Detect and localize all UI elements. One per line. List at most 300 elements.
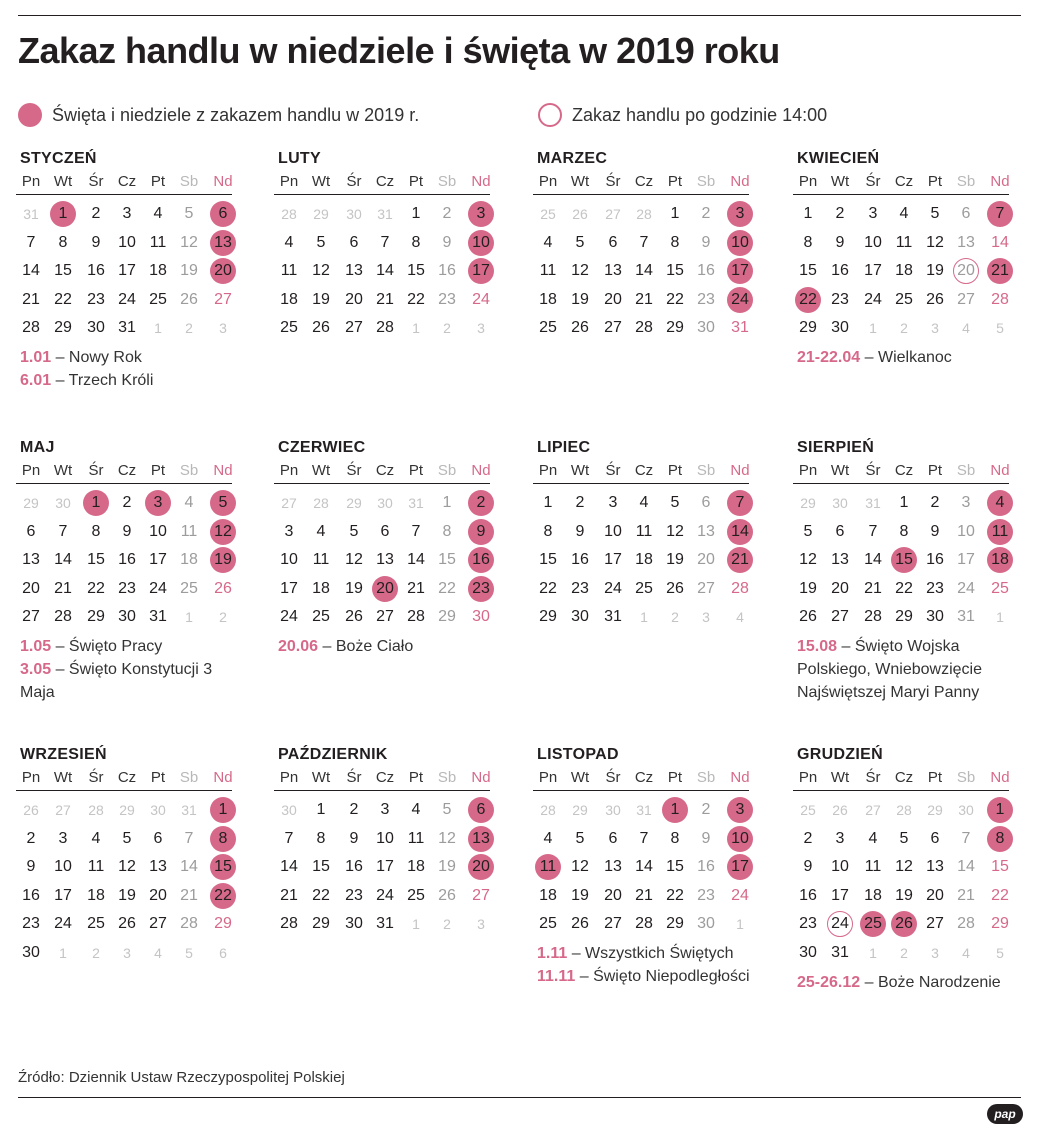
adjacent-day-cell: 5	[185, 944, 193, 961]
weekday-label: Pn	[279, 769, 299, 786]
day-cell: 20	[22, 579, 40, 597]
holiday-note	[797, 635, 1012, 704]
holiday-note	[797, 346, 1012, 369]
day-cell: 21	[864, 579, 882, 597]
adjacent-day-cell: 26	[832, 802, 848, 818]
weekday-label: Wt	[311, 462, 331, 479]
weekday-label: Pt	[927, 173, 943, 190]
day-cell: 18	[180, 551, 198, 568]
day-cell: 19	[571, 290, 589, 308]
day-cell: 16	[345, 858, 363, 875]
weekday-label: Pn	[538, 173, 558, 190]
holiday-note	[278, 635, 493, 658]
day-cell: 5	[442, 801, 452, 818]
day-cell: 21	[54, 579, 72, 597]
day-cell: 25	[539, 915, 557, 932]
holiday-name: – Wszystkich Świętych	[567, 945, 734, 962]
day-cell: 8	[543, 522, 553, 540]
weekday-label: Śr	[865, 462, 881, 479]
day-cell: 8	[803, 233, 813, 251]
day-cell: 16	[799, 886, 817, 904]
day-cell: 2	[803, 829, 813, 847]
weekday-label: Nd	[730, 769, 750, 786]
adjacent-day-cell: 2	[900, 944, 908, 961]
day-cell: 26	[891, 911, 917, 937]
day-cell: 26	[926, 290, 944, 308]
adjacent-day-cell: 28	[88, 802, 104, 818]
day-cell: 26	[571, 319, 589, 336]
day-cell: 7	[411, 522, 421, 540]
weekday-label: Śr	[865, 173, 881, 190]
day-cell: 20	[953, 258, 979, 284]
day-cell: 6	[468, 797, 494, 823]
day-cell: 28	[407, 608, 425, 625]
adjacent-day-cell: 29	[927, 802, 943, 818]
weekday-label: Pt	[150, 173, 166, 190]
weekday-label: Pt	[927, 769, 943, 786]
weekday-label: Pt	[927, 462, 943, 479]
day-cell: 4	[91, 829, 101, 847]
adjacent-day-cell: 1	[59, 944, 67, 961]
day-cell: 5	[122, 829, 132, 847]
weekday-label: Wt	[830, 173, 850, 190]
weekday-header	[793, 459, 1009, 484]
holiday-date: 6.01	[20, 372, 52, 389]
day-cell: 29	[666, 319, 684, 336]
day-cell: 7	[868, 522, 878, 540]
holiday-note	[20, 658, 235, 704]
day-cell: 9	[835, 233, 845, 251]
adjacent-day-cell: 3	[702, 609, 710, 625]
weekday-label: Sb	[179, 769, 199, 786]
holiday-name: – Trzech Króli	[51, 372, 154, 389]
weekday-header	[274, 766, 490, 791]
weekday-label: Pn	[21, 769, 41, 786]
adjacent-day-cell: 4	[962, 320, 970, 336]
day-cell: 18	[864, 886, 882, 904]
holiday-note	[20, 346, 235, 369]
day-cell: 6	[349, 233, 359, 251]
day-cell: 29	[539, 608, 557, 625]
day-cell: 23	[87, 290, 105, 308]
day-cell: 3	[58, 829, 68, 847]
weekday-label: Pn	[279, 462, 299, 479]
weekday-label: Wt	[53, 173, 73, 190]
day-cell: 16	[438, 262, 456, 279]
day-cell: 25	[312, 608, 330, 625]
day-cell: 8	[316, 829, 326, 847]
day-cell: 23	[118, 579, 136, 597]
day-cell: 27	[604, 319, 622, 336]
day-cell: 9	[468, 519, 494, 545]
ring-circle-icon	[538, 103, 562, 127]
day-cell: 26	[118, 915, 136, 932]
adjacent-day-cell: 29	[800, 495, 816, 511]
day-cell: 11	[149, 233, 167, 251]
day-cell: 5	[316, 233, 326, 251]
holiday-name: – Wielkanoc	[860, 349, 952, 366]
day-cell: 15	[666, 262, 684, 279]
day-cell: 21	[22, 290, 40, 308]
day-cell: 15	[312, 858, 330, 875]
day-cell: 3	[122, 205, 132, 222]
day-cell: 4	[543, 233, 553, 251]
weekday-label: Pn	[798, 462, 818, 479]
day-cell: 15	[87, 551, 105, 568]
day-cell: 30	[22, 943, 40, 961]
weekday-label: Śr	[605, 769, 621, 786]
day-cell: 1	[662, 797, 688, 823]
month-name: MARZEC	[537, 150, 608, 167]
weekday-label: Pt	[150, 462, 166, 479]
day-cell: 30	[472, 608, 490, 625]
day-cell: 12	[799, 551, 817, 568]
source-note: Źródło: Dziennik Ustaw Rzeczypospolitej Polskiej	[18, 1069, 345, 1086]
month-name: CZERWIEC	[278, 439, 366, 456]
day-cell: 25	[149, 290, 167, 308]
day-cell: 23	[831, 290, 849, 308]
day-cell: 12	[312, 262, 330, 279]
day-cell: 19	[895, 886, 913, 904]
day-cell: 15	[891, 547, 917, 573]
day-cell: 24	[149, 579, 167, 597]
holiday-date: 21-22.04	[797, 349, 861, 366]
holiday-notes	[20, 346, 235, 392]
weekday-label: Śr	[605, 462, 621, 479]
day-cell: 12	[895, 858, 913, 875]
adjacent-day-cell: 31	[181, 802, 197, 818]
day-cell: 3	[145, 490, 171, 516]
day-cell: 7	[961, 829, 971, 847]
weekday-label: Wt	[53, 769, 73, 786]
adjacent-day-cell: 1	[996, 609, 1004, 625]
day-cell: 11	[635, 522, 653, 540]
holiday-name: – Boże Narodzenie	[860, 973, 1001, 991]
weekday-label: Wt	[311, 173, 331, 190]
day-cell: 14	[376, 262, 394, 279]
day-cell: 28	[54, 608, 72, 625]
day-cell: 27	[831, 608, 849, 625]
pap-logo: pap	[987, 1104, 1023, 1124]
day-cell: 24	[54, 915, 72, 932]
day-cell: 31	[731, 319, 749, 336]
day-cell: 26	[666, 579, 684, 597]
day-cell: 25	[407, 886, 425, 904]
day-cell: 19	[571, 886, 589, 904]
day-cell: 19	[799, 579, 817, 597]
day-cell: 10	[831, 858, 849, 875]
day-cell: 6	[930, 829, 940, 847]
weekday-label: Śr	[88, 462, 104, 479]
day-cell: 28	[991, 290, 1009, 308]
adjacent-day-cell: 29	[23, 495, 39, 511]
day-cell: 4	[184, 494, 194, 511]
weekday-label: Nd	[990, 769, 1010, 786]
day-cell: 17	[280, 579, 298, 597]
day-cell: 2	[91, 205, 101, 222]
weekday-label: Sb	[179, 173, 199, 190]
day-cell: 5	[575, 829, 585, 847]
day-cell: 30	[571, 608, 589, 625]
day-cell: 15	[799, 262, 817, 279]
day-cell: 4	[316, 522, 326, 540]
day-cell: 2	[701, 205, 711, 222]
weekday-header	[16, 766, 232, 791]
holiday-name: – Święto Wojska Polskiego, Wniebowzięcie Najświętszej Maryi Panny	[797, 638, 982, 701]
day-cell: 22	[666, 290, 684, 308]
day-cell: 9	[803, 858, 813, 875]
month-name: KWIECIEŃ	[797, 150, 880, 167]
day-cell: 22	[666, 886, 684, 904]
day-cell: 31	[604, 608, 622, 625]
day-cell: 29	[438, 608, 456, 625]
day-cell: 24	[472, 290, 490, 308]
day-cell: 23	[345, 886, 363, 904]
day-cell: 4	[543, 829, 553, 847]
adjacent-day-cell: 3	[123, 944, 131, 961]
weekday-label: Sb	[956, 769, 976, 786]
weekday-label: Nd	[990, 173, 1010, 190]
day-cell: 26	[312, 319, 330, 336]
day-cell: 15	[438, 551, 456, 568]
day-cell: 1	[543, 494, 553, 511]
day-cell: 4	[153, 205, 163, 222]
adjacent-day-cell: 29	[313, 206, 329, 222]
adjacent-day-cell: 30	[55, 495, 71, 511]
day-cell: 28	[864, 608, 882, 625]
day-cell: 7	[639, 829, 649, 847]
day-cell: 27	[926, 915, 944, 932]
day-cell: 14	[407, 551, 425, 568]
day-cell: 6	[608, 233, 618, 251]
day-cell: 25	[991, 579, 1009, 597]
adjacent-day-cell: 1	[640, 609, 648, 625]
weekday-header	[16, 459, 232, 484]
weekday-label: Cz	[375, 769, 395, 786]
weekday-label: Cz	[375, 462, 395, 479]
weekday-label: Pn	[798, 173, 818, 190]
day-cell: 20	[604, 290, 622, 308]
holiday-date: 15.08	[797, 638, 838, 655]
day-cell: 13	[345, 262, 363, 279]
day-cell: 22	[795, 287, 821, 313]
legend-partial-ban	[538, 102, 827, 128]
day-cell: 25	[635, 579, 653, 597]
day-cell: 9	[930, 522, 940, 540]
weekday-label: Sb	[956, 462, 976, 479]
adjacent-day-cell: 1	[412, 320, 420, 336]
adjacent-day-cell: 3	[219, 320, 227, 336]
weekday-label: Śr	[865, 769, 881, 786]
adjacent-day-cell: 2	[219, 609, 227, 625]
day-cell: 12	[345, 551, 363, 568]
adjacent-day-cell: 6	[219, 944, 227, 961]
day-cell: 22	[539, 579, 557, 597]
day-cell: 29	[991, 915, 1009, 932]
day-cell: 30	[697, 319, 715, 336]
day-cell: 17	[376, 858, 394, 875]
adjacent-day-cell: 1	[736, 916, 744, 932]
day-cell: 20	[149, 886, 167, 904]
month-name: MAJ	[20, 439, 55, 456]
weekday-label: Śr	[346, 462, 362, 479]
day-cell: 10	[864, 233, 882, 251]
adjacent-day-cell: 29	[119, 802, 135, 818]
adjacent-day-cell: 25	[800, 802, 816, 818]
weekday-header	[793, 766, 1009, 791]
day-cell: 20	[831, 579, 849, 597]
holiday-note	[20, 635, 235, 658]
day-cell: 17	[864, 262, 882, 279]
weekday-label: Pt	[408, 173, 424, 190]
day-cell: 13	[210, 230, 236, 256]
day-cell: 9	[442, 233, 452, 251]
day-cell: 19	[438, 858, 456, 875]
day-cell: 27	[376, 608, 394, 625]
day-cell: 16	[118, 551, 136, 568]
day-cell: 22	[210, 883, 236, 909]
day-cell: 21	[987, 258, 1013, 284]
day-cell: 11	[539, 262, 557, 279]
day-cell: 3	[961, 494, 971, 511]
day-cell: 10	[604, 522, 622, 540]
day-cell: 10	[280, 551, 298, 568]
month-name: SIERPIEŃ	[797, 439, 875, 456]
day-cell: 7	[58, 522, 68, 540]
day-cell: 18	[280, 290, 298, 308]
day-cell: 6	[835, 522, 845, 540]
day-cell: 7	[184, 829, 194, 847]
day-cell: 9	[26, 858, 36, 875]
day-cell: 16	[22, 886, 40, 904]
day-cell: 24	[727, 287, 753, 313]
day-cell: 16	[697, 858, 715, 875]
page-title: Zakaz handlu w niedziele i święta w 2019 roku	[18, 30, 780, 71]
adjacent-day-cell: 1	[869, 944, 877, 961]
day-cell: 16	[697, 262, 715, 279]
month-name: LUTY	[278, 150, 321, 167]
day-cell: 31	[957, 608, 975, 625]
day-cell: 17	[831, 886, 849, 904]
day-cell: 8	[899, 522, 909, 540]
weekday-header	[533, 459, 749, 484]
day-cell: 15	[54, 262, 72, 279]
adjacent-day-cell: 5	[996, 320, 1004, 336]
weekday-label: Pt	[408, 769, 424, 786]
day-cell: 12	[438, 829, 456, 847]
weekday-label: Pn	[21, 462, 41, 479]
adjacent-day-cell: 29	[572, 802, 588, 818]
weekday-label: Cz	[375, 173, 395, 190]
day-cell: 16	[926, 551, 944, 568]
day-cell: 23	[697, 290, 715, 308]
weekday-label: Sb	[437, 173, 457, 190]
day-cell: 10	[727, 826, 753, 852]
month-name: PAŹDZIERNIK	[278, 746, 388, 763]
day-cell: 30	[831, 319, 849, 336]
day-cell: 13	[831, 551, 849, 568]
day-cell: 13	[697, 522, 715, 540]
day-cell: 13	[376, 551, 394, 568]
day-cell: 27	[604, 915, 622, 932]
day-cell: 17	[727, 854, 753, 880]
weekday-label: Nd	[471, 769, 491, 786]
day-cell: 26	[571, 915, 589, 932]
day-cell: 14	[727, 519, 753, 545]
weekday-label: Nd	[213, 173, 233, 190]
day-cell: 18	[987, 547, 1013, 573]
weekday-label: Nd	[471, 462, 491, 479]
day-cell: 16	[571, 551, 589, 568]
adjacent-day-cell: 28	[896, 802, 912, 818]
weekday-label: Śr	[346, 769, 362, 786]
day-cell: 5	[210, 490, 236, 516]
holiday-name: – Święto Konstytucji 3 Maja	[20, 661, 213, 701]
adjacent-day-cell: 30	[832, 495, 848, 511]
day-cell: 3	[835, 829, 845, 847]
day-cell: 5	[803, 522, 813, 540]
adjacent-day-cell: 2	[443, 320, 451, 336]
day-cell: 5	[930, 205, 940, 222]
day-cell: 11	[987, 519, 1013, 545]
holiday-name: – Nowy Rok	[51, 349, 142, 366]
day-cell: 2	[701, 801, 711, 818]
weekday-label: Sb	[696, 462, 716, 479]
weekday-label: Sb	[437, 769, 457, 786]
day-cell: 12	[210, 519, 236, 545]
weekday-label: Sb	[179, 462, 199, 479]
day-cell: 19	[210, 547, 236, 573]
day-cell: 13	[604, 262, 622, 279]
weekday-label: Pt	[667, 462, 683, 479]
weekday-label: Wt	[830, 462, 850, 479]
day-cell: 20	[210, 258, 236, 284]
day-cell: 15	[539, 551, 557, 568]
adjacent-day-cell: 30	[377, 495, 393, 511]
weekday-label: Cz	[634, 769, 654, 786]
day-cell: 1	[442, 494, 452, 511]
day-cell: 2	[575, 494, 585, 511]
day-cell: 14	[22, 262, 40, 279]
day-cell: 29	[312, 915, 330, 932]
legend-full-ban	[18, 102, 419, 128]
day-cell: 6	[380, 522, 390, 540]
day-cell: 23	[468, 576, 494, 602]
day-cell: 23	[926, 579, 944, 597]
holiday-date: 1.01	[20, 349, 52, 366]
day-cell: 3	[727, 201, 753, 227]
day-cell: 13	[926, 858, 944, 875]
day-cell: 19	[312, 290, 330, 308]
day-cell: 12	[926, 233, 944, 251]
day-cell: 14	[280, 858, 298, 875]
day-cell: 11	[87, 858, 105, 875]
weekday-label: Pn	[279, 173, 299, 190]
adjacent-day-cell: 3	[931, 944, 939, 961]
day-cell: 30	[345, 915, 363, 932]
day-cell: 11	[407, 829, 425, 847]
day-cell: 24	[864, 290, 882, 308]
day-cell: 21	[635, 886, 653, 904]
adjacent-day-cell: 3	[477, 916, 485, 932]
day-cell: 8	[91, 522, 101, 540]
weekday-label: Nd	[730, 462, 750, 479]
day-cell: 27	[214, 290, 232, 308]
day-cell: 5	[349, 522, 359, 540]
day-cell: 17	[54, 886, 72, 904]
day-cell: 7	[727, 490, 753, 516]
weekday-label: Sb	[696, 173, 716, 190]
